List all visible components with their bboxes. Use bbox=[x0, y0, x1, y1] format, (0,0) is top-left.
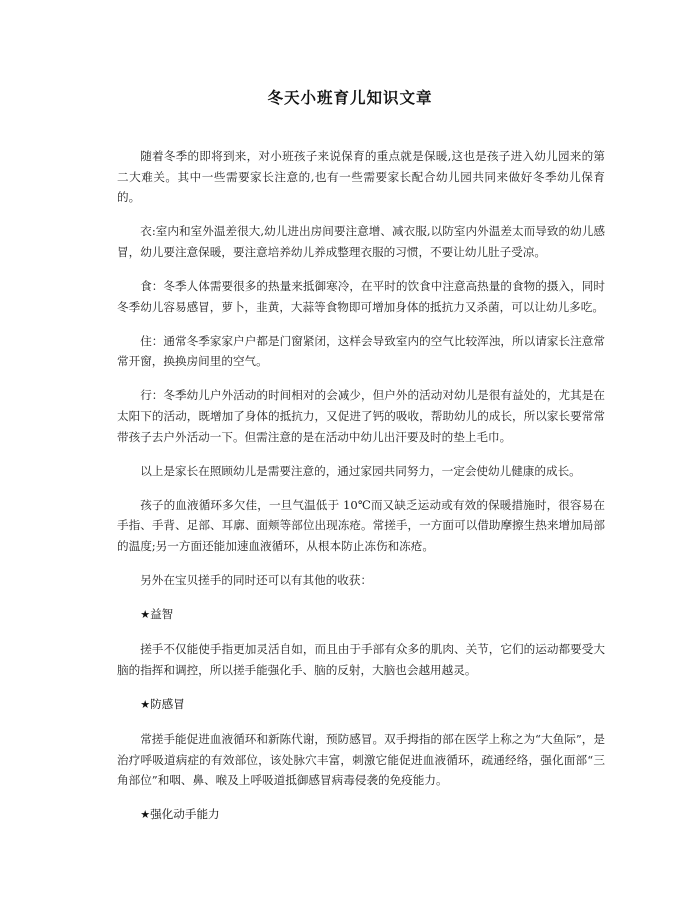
intro-paragraph: 随着冬季的即将到来，对小班孩子来说保育的重点就是保暖,这也是孩子进入幼儿园来的第二大难关。其中一些需要家长注意的,也有一些需要家长配合幼儿园共同来做好冬季幼儿保育的。 bbox=[117, 149, 605, 205]
intelligence-paragraph: 搓手不仅能使手指更加灵活自如，而且由于手部有众多的肌肉、关节，它们的运动都要受大脑的指挥和调控，所以搓手能强化手、脑的反射，大脑也会越用越灵。 bbox=[117, 642, 605, 677]
benefits-intro-paragraph: 另外在宝贝搓手的同时还可以有其他的收获： bbox=[140, 573, 373, 587]
document-body bbox=[117, 146, 605, 839]
activity-paragraph: 行：冬季幼儿户外活动的时间相对的会减少，但户外的活动对幼儿是很有益处的，尤其是在太阳下的活动，既增加了身体的抵抗力，又促进了钙的吸收，帮助幼儿的成长，所以家长要常常带孩子去户外活动一下。但需注意的是在活动中幼儿出汗要及时的垫上毛巾。 bbox=[117, 388, 605, 444]
section-heading-text: 防感冒 bbox=[150, 696, 185, 711]
section-heading-cold-prevention bbox=[117, 694, 605, 716]
section-heading-intelligence bbox=[117, 604, 605, 626]
star-icon: ★ bbox=[140, 808, 151, 822]
housing-paragraph: 住：通常冬季家家户户都是门窗紧闭，这样会导致室内的空气比较浑浊，所以请家长注意常常开窗，换换房间里的空气。 bbox=[117, 333, 605, 369]
food-paragraph: 食：冬季人体需要很多的热量来抵御寒冷，在平时的饮食中注意高热量的食物的摄入，同时冬季幼儿容易感冒，萝卜，韭黄，大蒜等食物即可增加身体的抵抗力又杀菌，可以让幼儿多吃。 bbox=[117, 278, 605, 314]
summary-paragraph: 以上是家长在照顾幼儿是需要注意的，通过家园共同努力，一定会使幼儿健康的成长。 bbox=[140, 463, 581, 478]
star-icon: ★ bbox=[140, 697, 151, 711]
section-heading-text: 强化动手能力 bbox=[150, 807, 220, 822]
section-heading-hand-skills bbox=[117, 804, 605, 826]
section-heading-text: 益智 bbox=[150, 607, 174, 622]
star-icon: ★ bbox=[140, 608, 151, 622]
clothing-paragraph: 衣:室内和室外温差很大,幼儿进出房间要注意增、减衣服,以防室内外温差太而导致的幼儿感冒，幼儿要注意保暖，要注意培养幼儿养成整理衣服的习惯，不要让幼儿肚子受凉。 bbox=[117, 224, 605, 259]
cold-prevention-paragraph: 常搓手能促进血液循环和新陈代谢，预防感冒。双手拇指的部在医学上称之为“大鱼际”，是治疗呼吸道病症的有效部位，该处脉穴丰富，刺激它能促进血液循环，疏通经络，强化面部“三角部位”和咽、鼻、喉及上呼吸道抵御感冒病毒侵袭的免疫能力。 bbox=[117, 731, 605, 788]
circulation-paragraph: 孩子的血液循环多欠佳，一旦气温低于 10℃而又缺乏运动或有效的保暖措施时，很容易在手指、手背、足部、耳廓、面颊等部位出现冻疮。常搓手，一方面可以借助摩擦生热来增加局部的温度;另一方面还能加速血液循环，从根本防止冻伤和冻疮。 bbox=[117, 497, 605, 553]
document-title: 冬天小班育儿知识文章 bbox=[267, 88, 433, 107]
